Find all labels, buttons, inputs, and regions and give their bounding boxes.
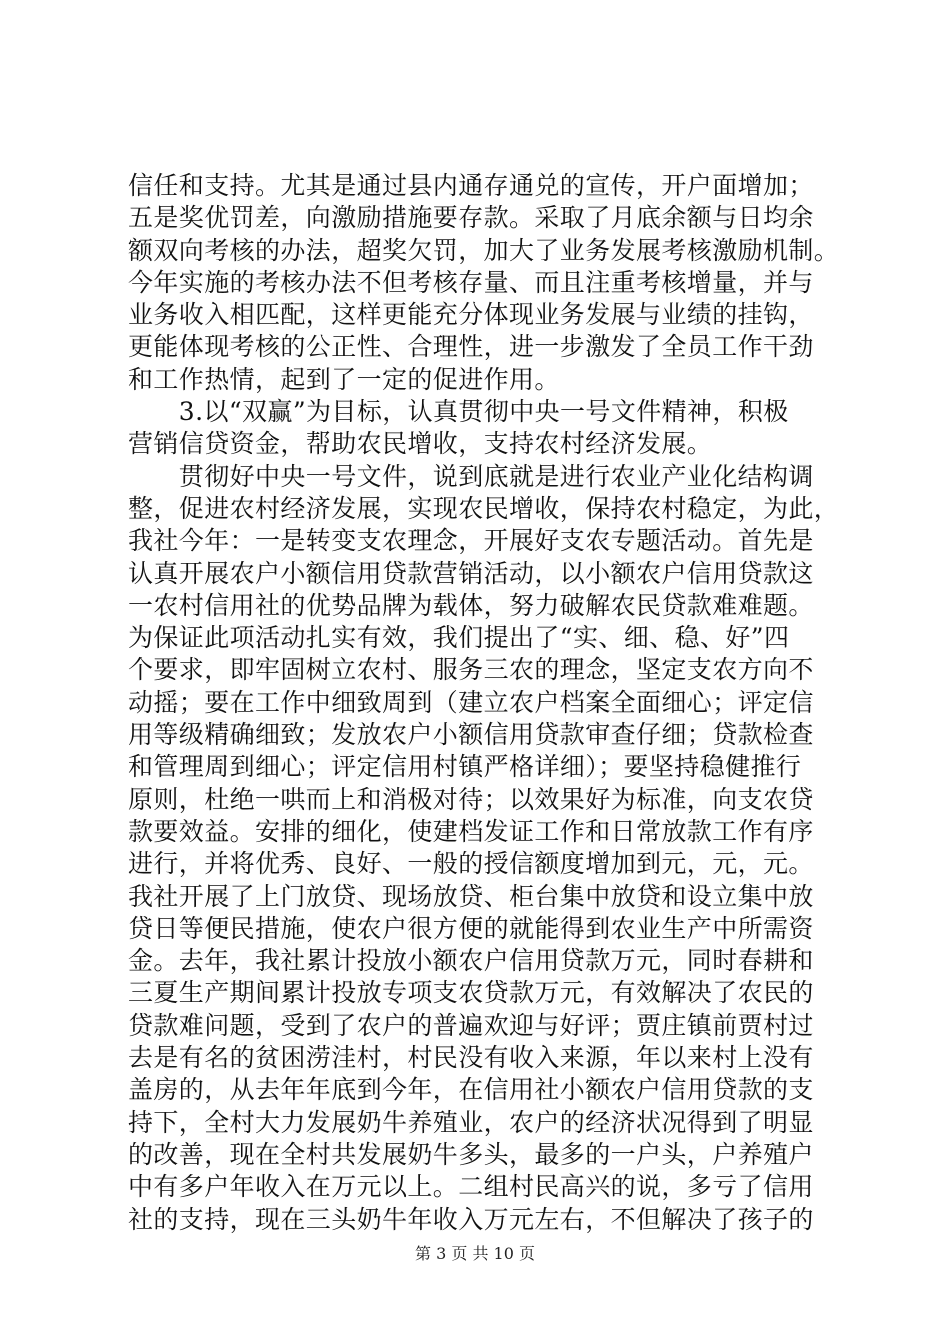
text-line: 中有多户年收入在万元以上。二组村民高兴的说，多亏了信用 (128, 1172, 814, 1202)
text-line: 社的支持，现在三头奶牛年收入万元左右，不但解决了孩子的 (128, 1204, 814, 1234)
section-heading-line: 营销信贷资金，帮助农民增收，支持农村经济发展。 (128, 429, 713, 459)
text-line: 三夏生产期间累计投放专项支农贷款万元，有效解决了农民的 (128, 978, 814, 1008)
text-line: 和管理周到细心；评定信用村镇严格详细）；要坚持稳健推行 (128, 752, 802, 782)
text-line: 五是奖优罚差，向激励措施要存款。采取了月底余额与日均余 (128, 203, 814, 233)
text-line: 为保证此项活动扎实有效，我们提出了“实、细、稳、好”四 (128, 623, 790, 653)
text-line: 整，促进农村经济发展，实现农民增收，保持农村稳定，为此， (128, 493, 840, 523)
text-line: 认真开展农户小额信用贷款营销活动，以小额农户信用贷款这 (128, 558, 814, 588)
text-line: 个要求，即牢固树立农村、服务三农的理念，坚定支农方向不 (128, 655, 814, 685)
section-heading-line: 3.以“双赢”为目标，认真贯彻中央一号文件精神，积极 (128, 397, 789, 427)
text-line: 信任和支持。尤其是通过县内通存通兑的宣传，开户面增加； (128, 171, 814, 200)
text-line: 一农村信用社的优势品牌为载体，努力破解农民贷款难难题。 (128, 590, 814, 620)
text-line: 贷日等便民措施，使农户很方便的就能得到农业生产中所需资 (128, 913, 814, 943)
text-line: 用等级精确细致；发放农户小额信用贷款审查仔细；贷款检查 (128, 720, 814, 750)
text-line: 今年实施的考核办法不但考核存量、而且注重考核增量，并与 (128, 267, 814, 297)
text-line: 我社开展了上门放贷、现场放贷、柜台集中放贷和设立集中放 (128, 881, 814, 911)
text-line: 持下，全村大力发展奶牛养殖业，农户的经济状况得到了明显 (128, 1107, 814, 1137)
text-line: 金。去年，我社累计投放小额农户信用贷款万元，同时春耕和 (128, 946, 814, 976)
text-line: 贷款难问题，受到了农户的普遍欢迎与好评；贾庄镇前贾村过 (128, 1010, 814, 1040)
page-number-footer: 第 3 页 共 10 页 (415, 1244, 535, 1263)
text-line: 进行，并将优秀、良好、一般的授信额度增加到元，元，元。 (128, 849, 814, 879)
text-line: 贯彻好中央一号文件，说到底就是进行农业产业化结构调 (128, 461, 814, 491)
text-line: 原则，杜绝一哄而上和消极对待；以效果好为标准，向支农贷 (128, 784, 814, 814)
text-line: 盖房的，从去年年底到今年，在信用社小额农户信用贷款的支 (128, 1075, 814, 1105)
text-line: 和工作热情，起到了一定的促进作用。 (128, 364, 560, 394)
text-line: 额双向考核的办法，超奖欠罚，加大了业务发展考核激励机制。 (128, 235, 840, 265)
text-line: 动摇；要在工作中细致周到（建立农户档案全面细心；评定信 (128, 687, 814, 717)
text-line: 款要效益。安排的细化，使建档发证工作和日常放款工作有序 (128, 816, 814, 846)
text-line: 业务收入相匹配，这样更能充分体现业务发展与业绩的挂钩， (128, 300, 814, 330)
text-line: 去是有名的贫困涝洼村，村民没有收入来源，年以来村上没有 (128, 1043, 814, 1073)
text-line: 我社今年：一是转变支农理念，开展好支农专题活动。首先是 (128, 526, 814, 556)
text-line: 的改善，现在全村共发展奶牛多头，最多的一户头，户养殖户 (128, 1139, 814, 1169)
text-line: 更能体现考核的公正性、合理性，进一步激发了全员工作干劲 (128, 332, 814, 362)
body-text (128, 170, 840, 1236)
